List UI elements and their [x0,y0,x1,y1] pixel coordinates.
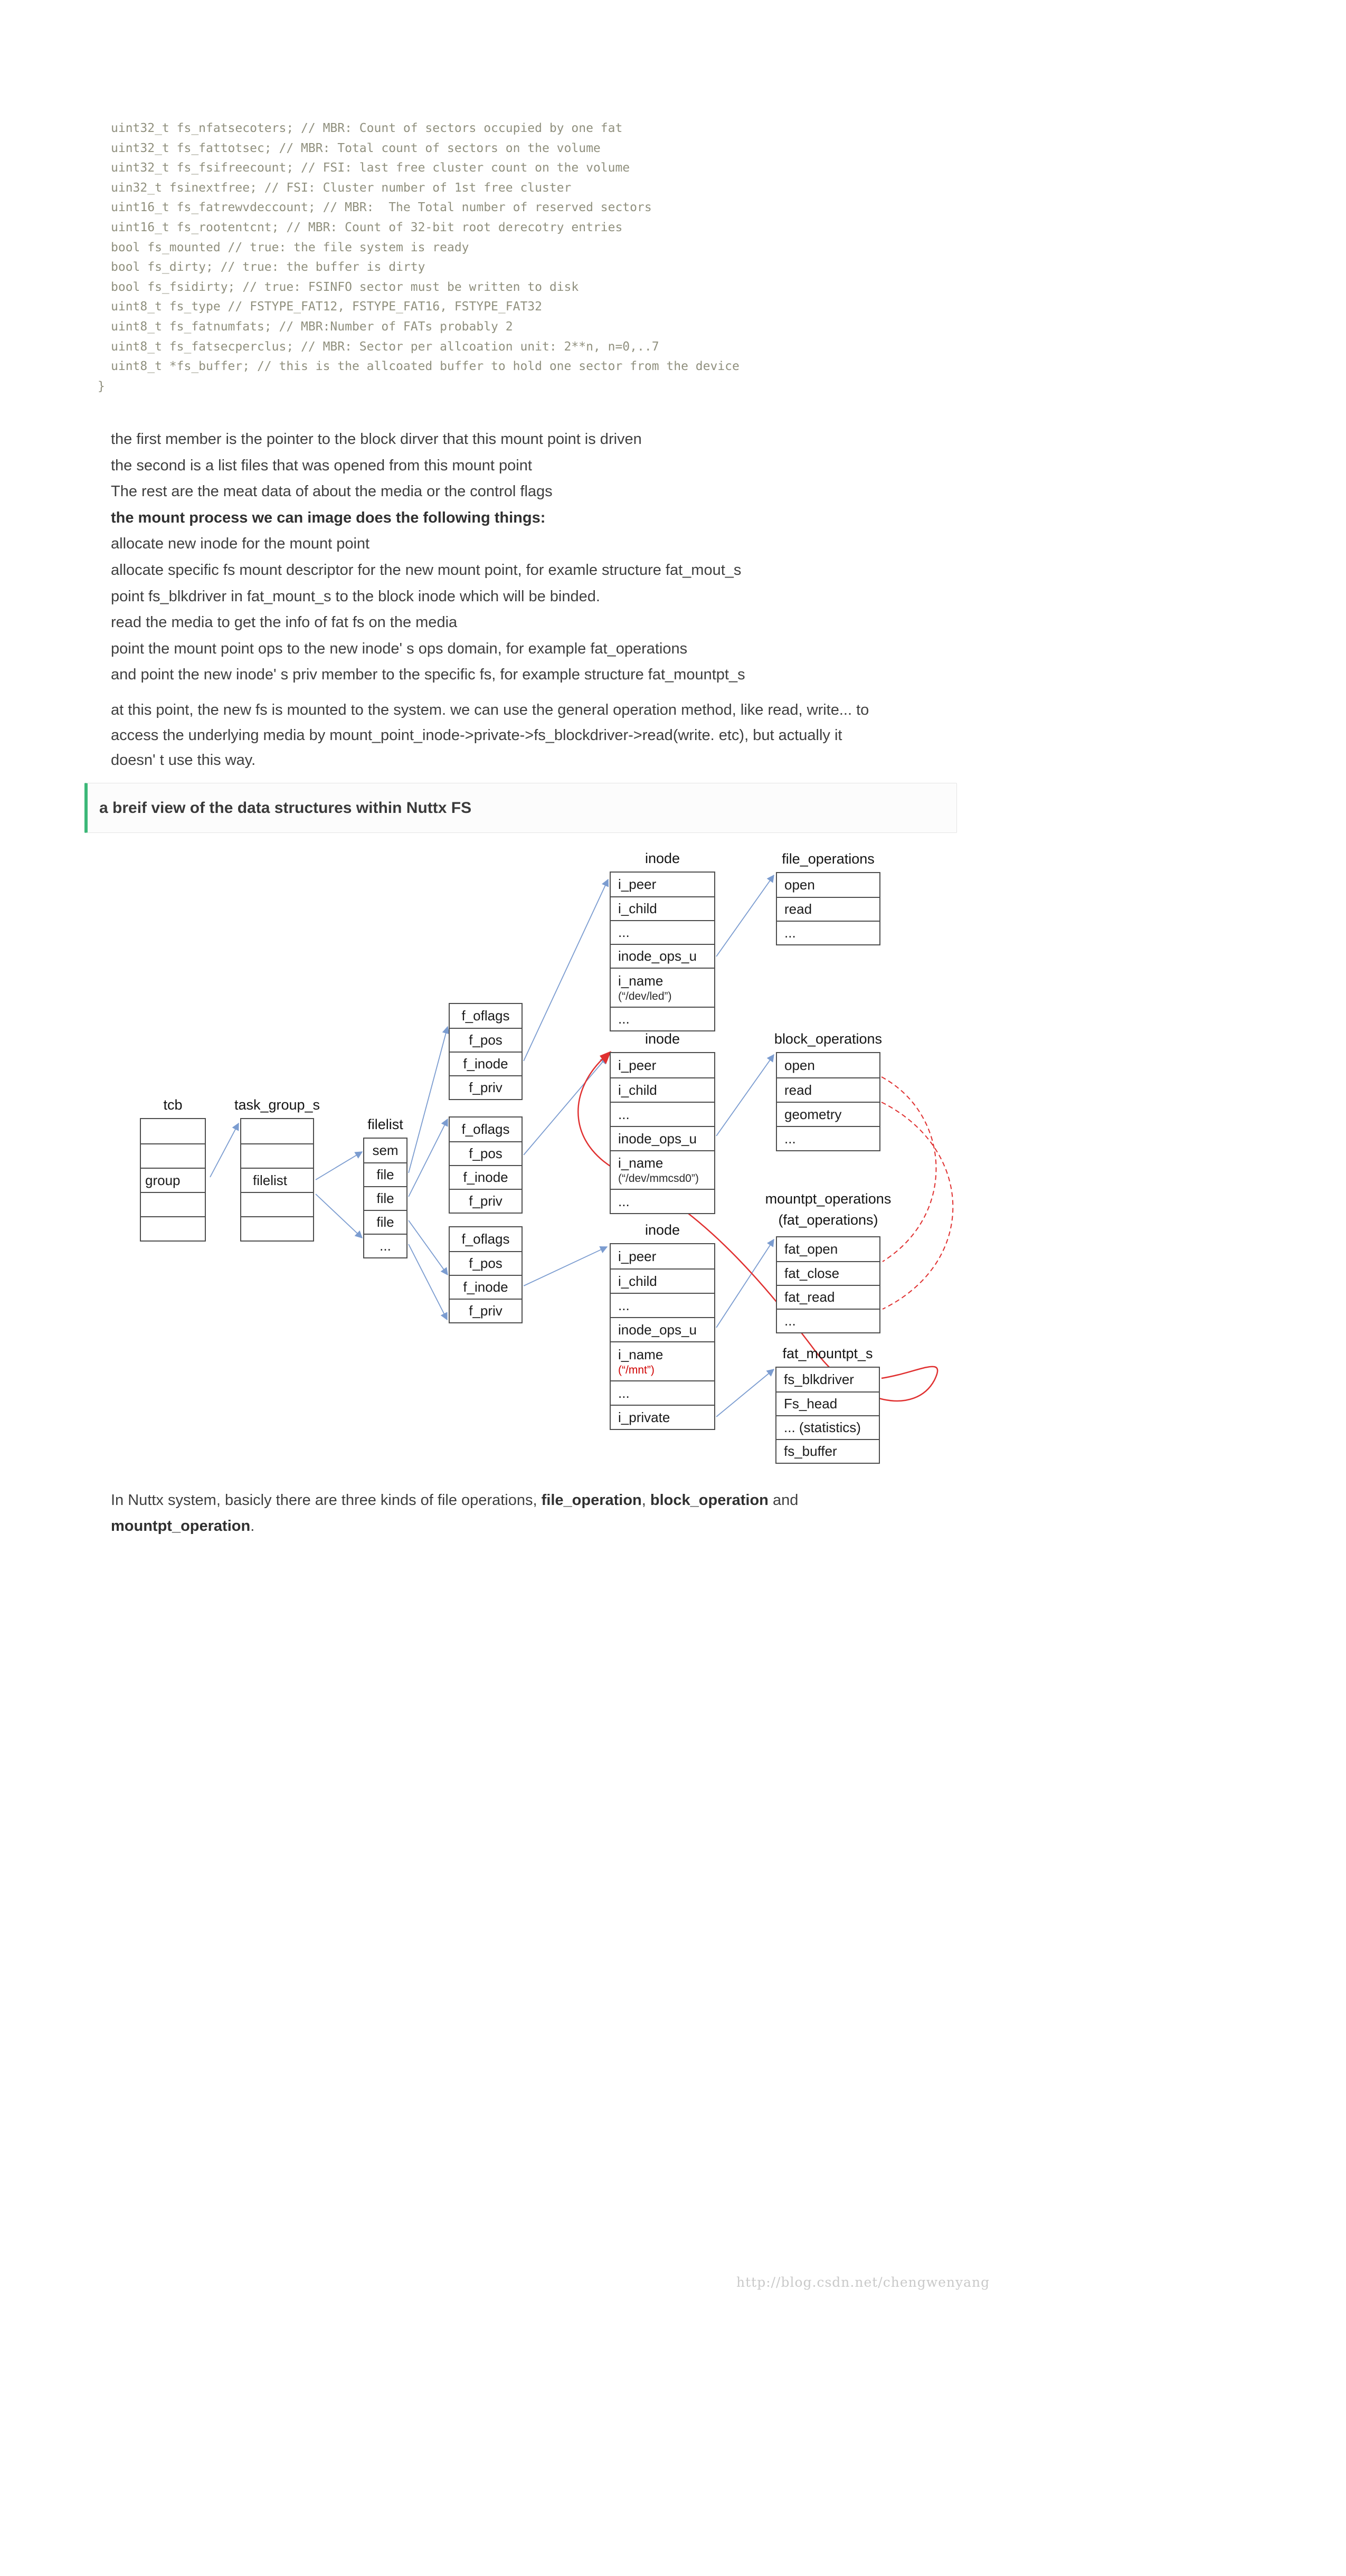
closing-paragraph [111,1488,798,1539]
inode-dev-mmcsd0-row [611,1053,714,1077]
filelist-field-label: file [376,1190,394,1206]
tcb-struct [140,1118,206,1242]
file-operations-row [777,873,879,897]
file-operations-title: file_operations [782,851,875,867]
block-operations-row [777,1102,879,1126]
text-line: the second is a list files that was opened from this mount point [111,457,532,474]
filelist-row [364,1234,406,1257]
pointer-arrow [409,1027,448,1173]
text-line: the first member is the pointer to the block dirver that this mount point is driven [111,431,642,448]
fat-mountpt-s-row [776,1391,879,1415]
section-heading: a breif view of the data structures within Nuttx FS [99,799,472,817]
file-struct-2-field-label: f_priv [469,1193,503,1209]
inode-dev-mmcsd0-field-label: i_peer [618,1057,657,1073]
text-line: the mount process we can image does the following things: [111,509,546,526]
fat-mountpt-s-row [776,1415,879,1439]
filelist-row [364,1139,406,1162]
filelist-field-label: ... [380,1238,391,1254]
text-line [111,1488,798,1513]
file-operations-row [777,921,879,944]
inode-dev-led-struct [610,872,715,1031]
emphasized-term: block_operation [650,1492,769,1509]
block-operations-row [777,1126,879,1150]
mountpt-operations-field-label: fat_read [784,1289,835,1305]
inode-dev-mmcsd0-row [611,1126,714,1150]
file-struct-1-field-label: f_oflags [461,1008,510,1024]
task-group-s-title: task_group_s [234,1097,320,1113]
inode-mnt-field-label: ... [618,1385,630,1401]
block-operations-struct [776,1052,880,1151]
inode-mnt-field-label: ... [618,1297,630,1313]
code-line: uint8_t fs_fatnumfats; // MBR:Number of FATs probably 2 [111,319,513,334]
file-struct-3-row [450,1299,522,1322]
text-segment: and [768,1492,799,1509]
text-line: point the mount point ops to the new inode' s ops domain, for example fat_operations [111,640,688,657]
code-line: uint8_t fs_type // FSTYPE_FAT12, FSTYPE_FAT16, FSTYPE_FAT32 [111,300,542,314]
file-struct-1-field-label: f_pos [469,1032,503,1048]
inode-dev-mmcsd0-row [611,1150,714,1189]
code-line: uin32_t fsinextfree; // FSI: Cluster number of 1st free cluster [111,181,572,195]
mountpt-operations-field-label: ... [784,1313,796,1329]
file-struct-2-row [450,1141,522,1165]
inode-dev-led-field-label: ... [618,924,630,940]
inode-mnt-field-label: i_child [618,1273,657,1289]
inode-dev-mmcsd0-field-label: inode_ops_u [618,1130,697,1147]
inode-dev-led-field-label: ... [618,1011,630,1027]
inode-dev-mmcsd0-row [611,1102,714,1126]
inode-dev-led-row [611,896,714,920]
inode-dev-led-row [611,1007,714,1030]
inode-mnt-field-label: inode_ops_u [618,1321,697,1338]
text-line: allocate specific fs mount descriptor for the new mount point, for examle structure fat_mout_s [111,561,742,579]
code-line: uint16_t fs_fatrewvdeccount; // MBR: The Total number of reserved sectors [111,201,652,215]
emphasized-term: file_operation [541,1492,642,1509]
text-line [111,1513,798,1539]
file-struct-3-field-label: f_inode [463,1279,508,1295]
filelist-struct [363,1138,407,1258]
tcb-row [141,1216,205,1240]
block-operations-field-label: geometry [784,1106,842,1122]
code-line: uint16_t fs_rootentcnt; // MBR: Count of 32-bit root derecotry entries [111,220,623,234]
task-group-s-row [241,1192,313,1216]
file-operations-field-label: ... [784,925,796,941]
pointer-arrow [716,1239,774,1328]
file-struct-1-field-label: f_inode [463,1056,508,1072]
inode-dev-mmcsd0-field-label: ... [618,1193,630,1209]
filelist-title: filelist [367,1116,403,1132]
filelist-row [364,1162,406,1186]
file-struct-2-row [450,1165,522,1189]
file-struct-1-row [450,1052,522,1075]
filelist-field-label: file [376,1214,394,1230]
file-struct-3-row [450,1251,522,1275]
fat-mountpt-s-struct [775,1367,880,1464]
inode-dev-led-field-label: i_child [618,901,657,916]
inode-dev-mmcsd0-row [611,1189,714,1213]
file-struct-1-row [450,1028,522,1052]
inode-dev-led-field-label: i_peer [618,876,657,892]
inode-mnt-field-label: i_private [618,1409,670,1425]
text-segment: , [641,1492,650,1509]
text-line: read the media to get the info of fat fs on the media [111,614,458,631]
inode-dev-led-row [611,920,714,944]
pointer-arrow [716,1369,774,1417]
emphasized-term: mountpt_operation [111,1518,251,1535]
inode-mnt-row [611,1380,714,1405]
mountpt-operations-row [777,1261,879,1285]
code-line: uint32_t fs_fsifreecount; // FSI: last free cluster count on the volume [111,161,630,175]
inode-mnt-row [611,1293,714,1317]
task-group-s-row [241,1216,313,1240]
code-line: bool fs_dirty; // true: the buffer is dirty [111,260,425,274]
block-operations-row [777,1077,879,1102]
pointer-arrow [524,1057,607,1155]
mountpt-operations-row [777,1237,879,1261]
tcb-row [141,1192,205,1216]
inode-mnt-row [611,1341,714,1380]
file-struct-2-struct [449,1116,523,1214]
file-struct-2-row [450,1117,522,1141]
task-group-s-struct [240,1118,314,1242]
mountpt-operations-field-label: fat_close [784,1265,840,1281]
inode-dev-mmcsd0-field-value: (“/dev/mmcsd0”) [618,1172,699,1185]
file-operations-field-label: read [784,901,812,917]
pointer-arrow [210,1123,239,1177]
inode-dev-mmcsd0-struct [610,1052,715,1214]
inode-dev-led-field-label: inode_ops_u [618,948,697,964]
pointer-arrow [316,1152,362,1180]
pointer-arrow [409,1220,448,1275]
red-dashed-link [881,1077,936,1262]
text-line: access the underlying media by mount_point_inode->private->fs_blockdriver->read(write. etc), but actually it [111,726,842,744]
file-operations-row [777,897,879,921]
inode-dev-led-row [611,968,714,1007]
text-line: point fs_blkdriver in fat_mount_s to the block inode which will be binded. [111,588,600,605]
block-operations-row [777,1053,879,1077]
code-line: bool fs_mounted // true: the file system is ready [111,240,469,254]
file-struct-3-row [450,1275,522,1299]
code-line: uint8_t fs_fatsecperclus; // MBR: Sector per allcoation unit: 2**n, n=0,..7 [111,339,659,354]
code-line: uint8_t *fs_buffer; // this is the allcoated buffer to hold one sector from the device [111,359,740,374]
filelist-row [364,1210,406,1234]
text-line: at this point, the new fs is mounted to the system. we can use the general operation method, like read, write... to [111,702,869,718]
file-struct-2-row [450,1189,522,1213]
fat-mountpt-s-row [776,1368,879,1391]
tcb-title: tcb [163,1097,183,1113]
mountpt-operations-struct [776,1236,880,1333]
file-struct-1-field-label: f_priv [469,1079,503,1095]
inode-dev-led-row [611,944,714,968]
file-struct-2-field-label: f_pos [469,1145,503,1161]
inode-dev-led-field-label: i_name [618,972,663,989]
inode-dev-mmcsd0-field-label: i_child [618,1082,657,1098]
text-line: and point the new inode' s priv member to the specific fs, for example structure fat_mountpt_s [111,666,745,684]
code-line: uint32_t fs_fattotsec; // MBR: Total count of sectors on the volume [111,141,601,155]
inode-mnt-title: inode [644,1222,680,1238]
intro-paragraph [111,427,745,688]
file-struct-3-field-label: f_pos [469,1255,503,1271]
code-line: bool fs_fsidirty; // true: FSINFO sector must be written to disk [111,280,579,294]
inode-dev-mmcsd0-row [611,1077,714,1102]
inode-dev-led-row [611,873,714,896]
file-operations-struct [776,872,880,945]
fat-mountpt-s-field-label: fs_buffer [784,1443,837,1459]
file-struct-2-field-label: f_inode [463,1169,508,1185]
code-block [98,119,740,396]
block-operations-field-label: read [784,1082,812,1098]
inode-dev-mmcsd0-field-label: i_name [618,1155,663,1171]
file-operations-field-label: open [784,877,815,893]
inode-mnt-field-value: (“/mnt”) [618,1363,655,1376]
mountpt-operations-title: mountpt_operations [765,1191,892,1207]
tcb-field-label: group [145,1172,181,1188]
inode-mnt-struct [610,1243,715,1430]
inode-mnt-row [611,1405,714,1429]
block-operations-field-label: ... [784,1130,796,1147]
code-line: uint32_t fs_nfatsecoters; // MBR: Count of sectors occupied by one fat [111,121,623,135]
fat-mountpt-s-field-label: Fs_head [784,1396,838,1412]
fat-mountpt-s-row [776,1439,879,1463]
file-struct-1-struct [449,1003,523,1100]
inode-mnt-row [611,1317,714,1341]
block-operations-field-label: open [784,1057,815,1073]
file-struct-3-field-label: f_priv [469,1303,503,1319]
filelist-row [364,1186,406,1210]
tcb-row [141,1143,205,1168]
section-heading-quote [84,783,957,833]
block-operations-title: block_operations [774,1031,883,1047]
task-group-s-field-label: filelist [253,1172,288,1188]
text-line: doesn' t use this way. [111,752,256,769]
pointer-arrow [716,875,774,956]
inode-mnt-row [611,1244,714,1268]
text-segment: . [250,1518,255,1535]
mount-paragraph [111,698,869,773]
file-struct-2-field-label: f_oflags [461,1121,510,1137]
file-struct-1-row [450,1075,522,1099]
mountpt-operations-subtitle: (fat_operations) [778,1212,878,1228]
filelist-field-label: file [376,1167,394,1182]
inode-mnt-field-label: i_peer [618,1248,657,1264]
pointer-arrow [524,1247,607,1286]
pointer-arrow [316,1194,362,1238]
mountpt-operations-row [777,1285,879,1309]
pointer-arrow [409,1244,447,1320]
fat-mountpt-s-title: fat_mountpt_s [782,1346,873,1361]
inode-dev-mmcsd0-title: inode [644,1031,680,1047]
task-group-s-row [241,1143,313,1168]
fat-mountpt-s-field-label: ... (statistics) [784,1419,861,1435]
mountpt-operations-row [777,1309,879,1332]
tcb-row [141,1168,205,1192]
file-struct-3-field-label: f_oflags [461,1231,510,1247]
text-segment: In Nuttx system, basicly there are three kinds of file operations, [111,1492,542,1509]
fat-mountpt-s-field-label: fs_blkdriver [784,1371,854,1387]
inode-dev-mmcsd0-field-label: ... [618,1106,630,1122]
inode-mnt-row [611,1268,714,1293]
tcb-row [141,1119,205,1143]
file-struct-3-row [450,1227,522,1251]
task-group-s-row [241,1168,313,1192]
pointer-arrow [716,1055,774,1136]
code-closing-brace: } [98,379,105,393]
inode-dev-led-title: inode [644,850,680,866]
inode-mnt-field-label: i_name [618,1346,663,1362]
text-line: The rest are the meat data of about the media or the control flags [111,483,553,500]
file-struct-1-row [450,1004,522,1028]
mountpt-operations-field-label: fat_open [784,1241,838,1257]
watermark: http://blog.csdn.net/chengwenyang [736,2275,990,2290]
filelist-field-label: sem [372,1142,399,1158]
inode-dev-led-field-value: (“/dev/led”) [618,990,672,1002]
file-struct-3-struct [449,1226,523,1323]
text-line: allocate new inode for the mount point [111,535,370,553]
